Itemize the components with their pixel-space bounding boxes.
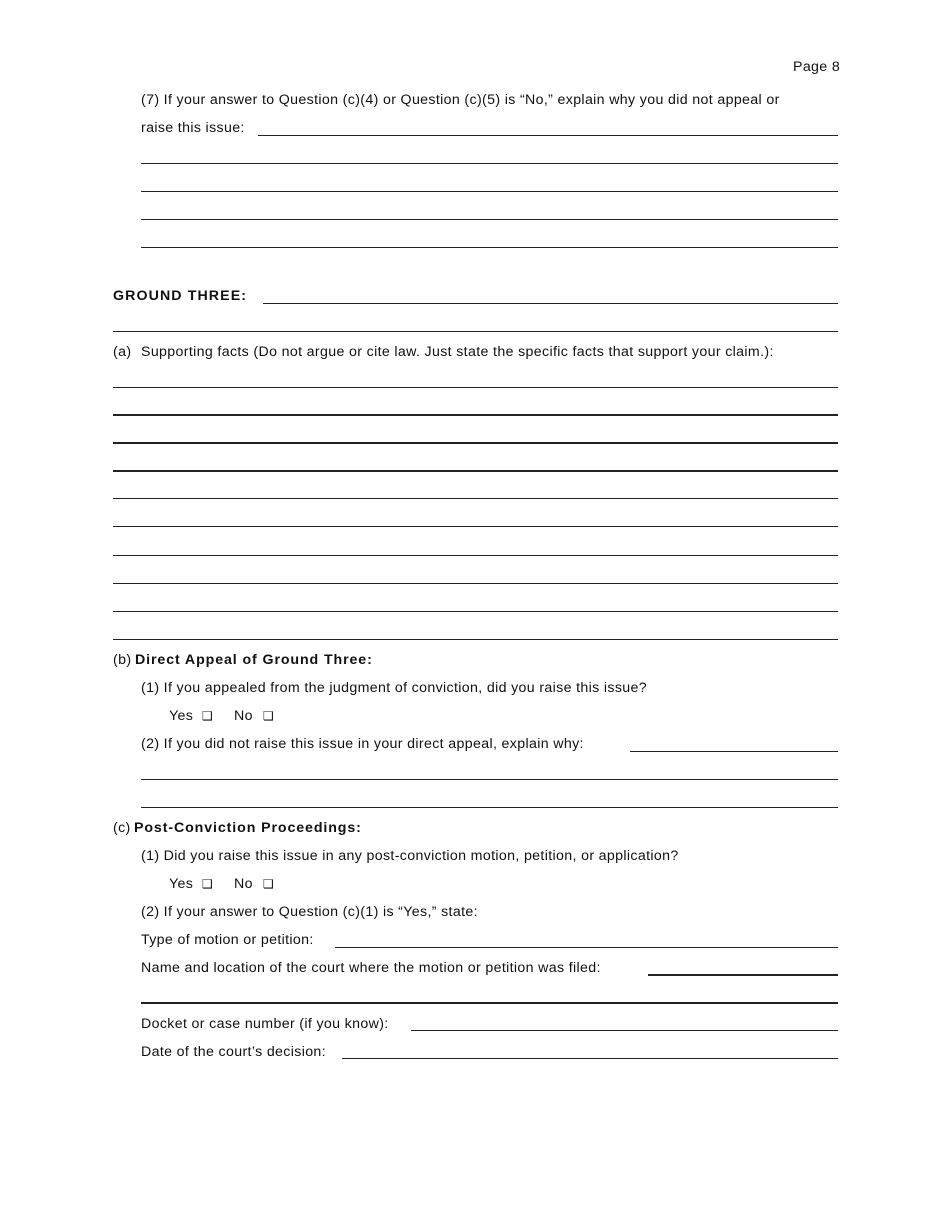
- section-b-q2: (2) If you did not raise this issue in your direct appeal, explain why:: [141, 736, 584, 752]
- supporting-facts-line[interactable]: [113, 442, 838, 444]
- supporting-facts-line[interactable]: [113, 611, 838, 612]
- section-b-no-checkbox[interactable]: ❑: [263, 709, 274, 723]
- section-c-no-checkbox[interactable]: ❑: [263, 877, 274, 891]
- q7-answer-line[interactable]: [141, 219, 838, 220]
- page-number: Page 8: [793, 59, 841, 75]
- supporting-facts-line[interactable]: [113, 387, 838, 388]
- section-b-q2-answer-line[interactable]: [141, 779, 838, 780]
- section-c-no-label: No: [234, 876, 253, 892]
- court-name-label: Name and location of the court where the motion or petition was filed:: [141, 960, 601, 976]
- section-b-q1: (1) If you appealed from the judgment of conviction, did you raise this issue?: [141, 680, 647, 696]
- section-b-q2-answer-line[interactable]: [141, 807, 838, 808]
- section-b-heading: Direct Appeal of Ground Three:: [135, 652, 373, 668]
- q7-text-line1: (7) If your answer to Question (c)(4) or Question (c)(5) is “No,” explain why you did not appeal or: [141, 92, 780, 108]
- ground-three-answer-line[interactable]: [263, 303, 838, 304]
- q7-answer-line[interactable]: [141, 163, 838, 164]
- section-b-marker: (b): [113, 652, 132, 668]
- q7-text-line2: raise this issue:: [141, 120, 245, 136]
- court-name-answer-line[interactable]: [648, 974, 838, 976]
- supporting-facts-line[interactable]: [113, 555, 838, 556]
- type-of-motion-label: Type of motion or petition:: [141, 932, 314, 948]
- section-c-heading: Post-Conviction Proceedings:: [134, 820, 362, 836]
- section-a-text: Supporting facts (Do not argue or cite law. Just state the specific facts that support your claim.):: [141, 344, 774, 360]
- supporting-facts-line[interactable]: [113, 498, 838, 499]
- section-b-no-label: No: [234, 708, 253, 724]
- section-c-yes-label: Yes: [169, 876, 194, 892]
- section-c-marker: (c): [113, 820, 131, 836]
- supporting-facts-line[interactable]: [113, 583, 838, 584]
- docket-number-answer-line[interactable]: [411, 1030, 838, 1031]
- section-b-yes-label: Yes: [169, 708, 194, 724]
- docket-number-label: Docket or case number (if you know):: [141, 1016, 389, 1032]
- decision-date-label: Date of the court’s decision:: [141, 1044, 326, 1060]
- section-c-q2: (2) If your answer to Question (c)(1) is “Yes,” state:: [141, 904, 478, 920]
- supporting-facts-line[interactable]: [113, 470, 838, 472]
- ground-three-label: GROUND THREE:: [113, 288, 248, 304]
- supporting-facts-line[interactable]: [113, 526, 838, 527]
- type-of-motion-answer-line[interactable]: [335, 947, 838, 948]
- section-b-q2-answer-line[interactable]: [630, 751, 838, 752]
- section-c-yes-checkbox[interactable]: ❑: [202, 877, 213, 891]
- ground-three-answer-line[interactable]: [113, 331, 838, 332]
- q7-answer-line[interactable]: [141, 191, 838, 192]
- supporting-facts-line[interactable]: [113, 639, 838, 640]
- decision-date-answer-line[interactable]: [342, 1058, 838, 1059]
- section-b-yes-checkbox[interactable]: ❑: [202, 709, 213, 723]
- q7-answer-line[interactable]: [141, 247, 838, 248]
- court-name-answer-line[interactable]: [141, 1002, 838, 1004]
- q7-answer-line[interactable]: [258, 135, 838, 136]
- section-c-q1: (1) Did you raise this issue in any post-conviction motion, petition, or application?: [141, 848, 679, 864]
- section-a-marker: (a): [113, 344, 132, 360]
- supporting-facts-line[interactable]: [113, 414, 838, 416]
